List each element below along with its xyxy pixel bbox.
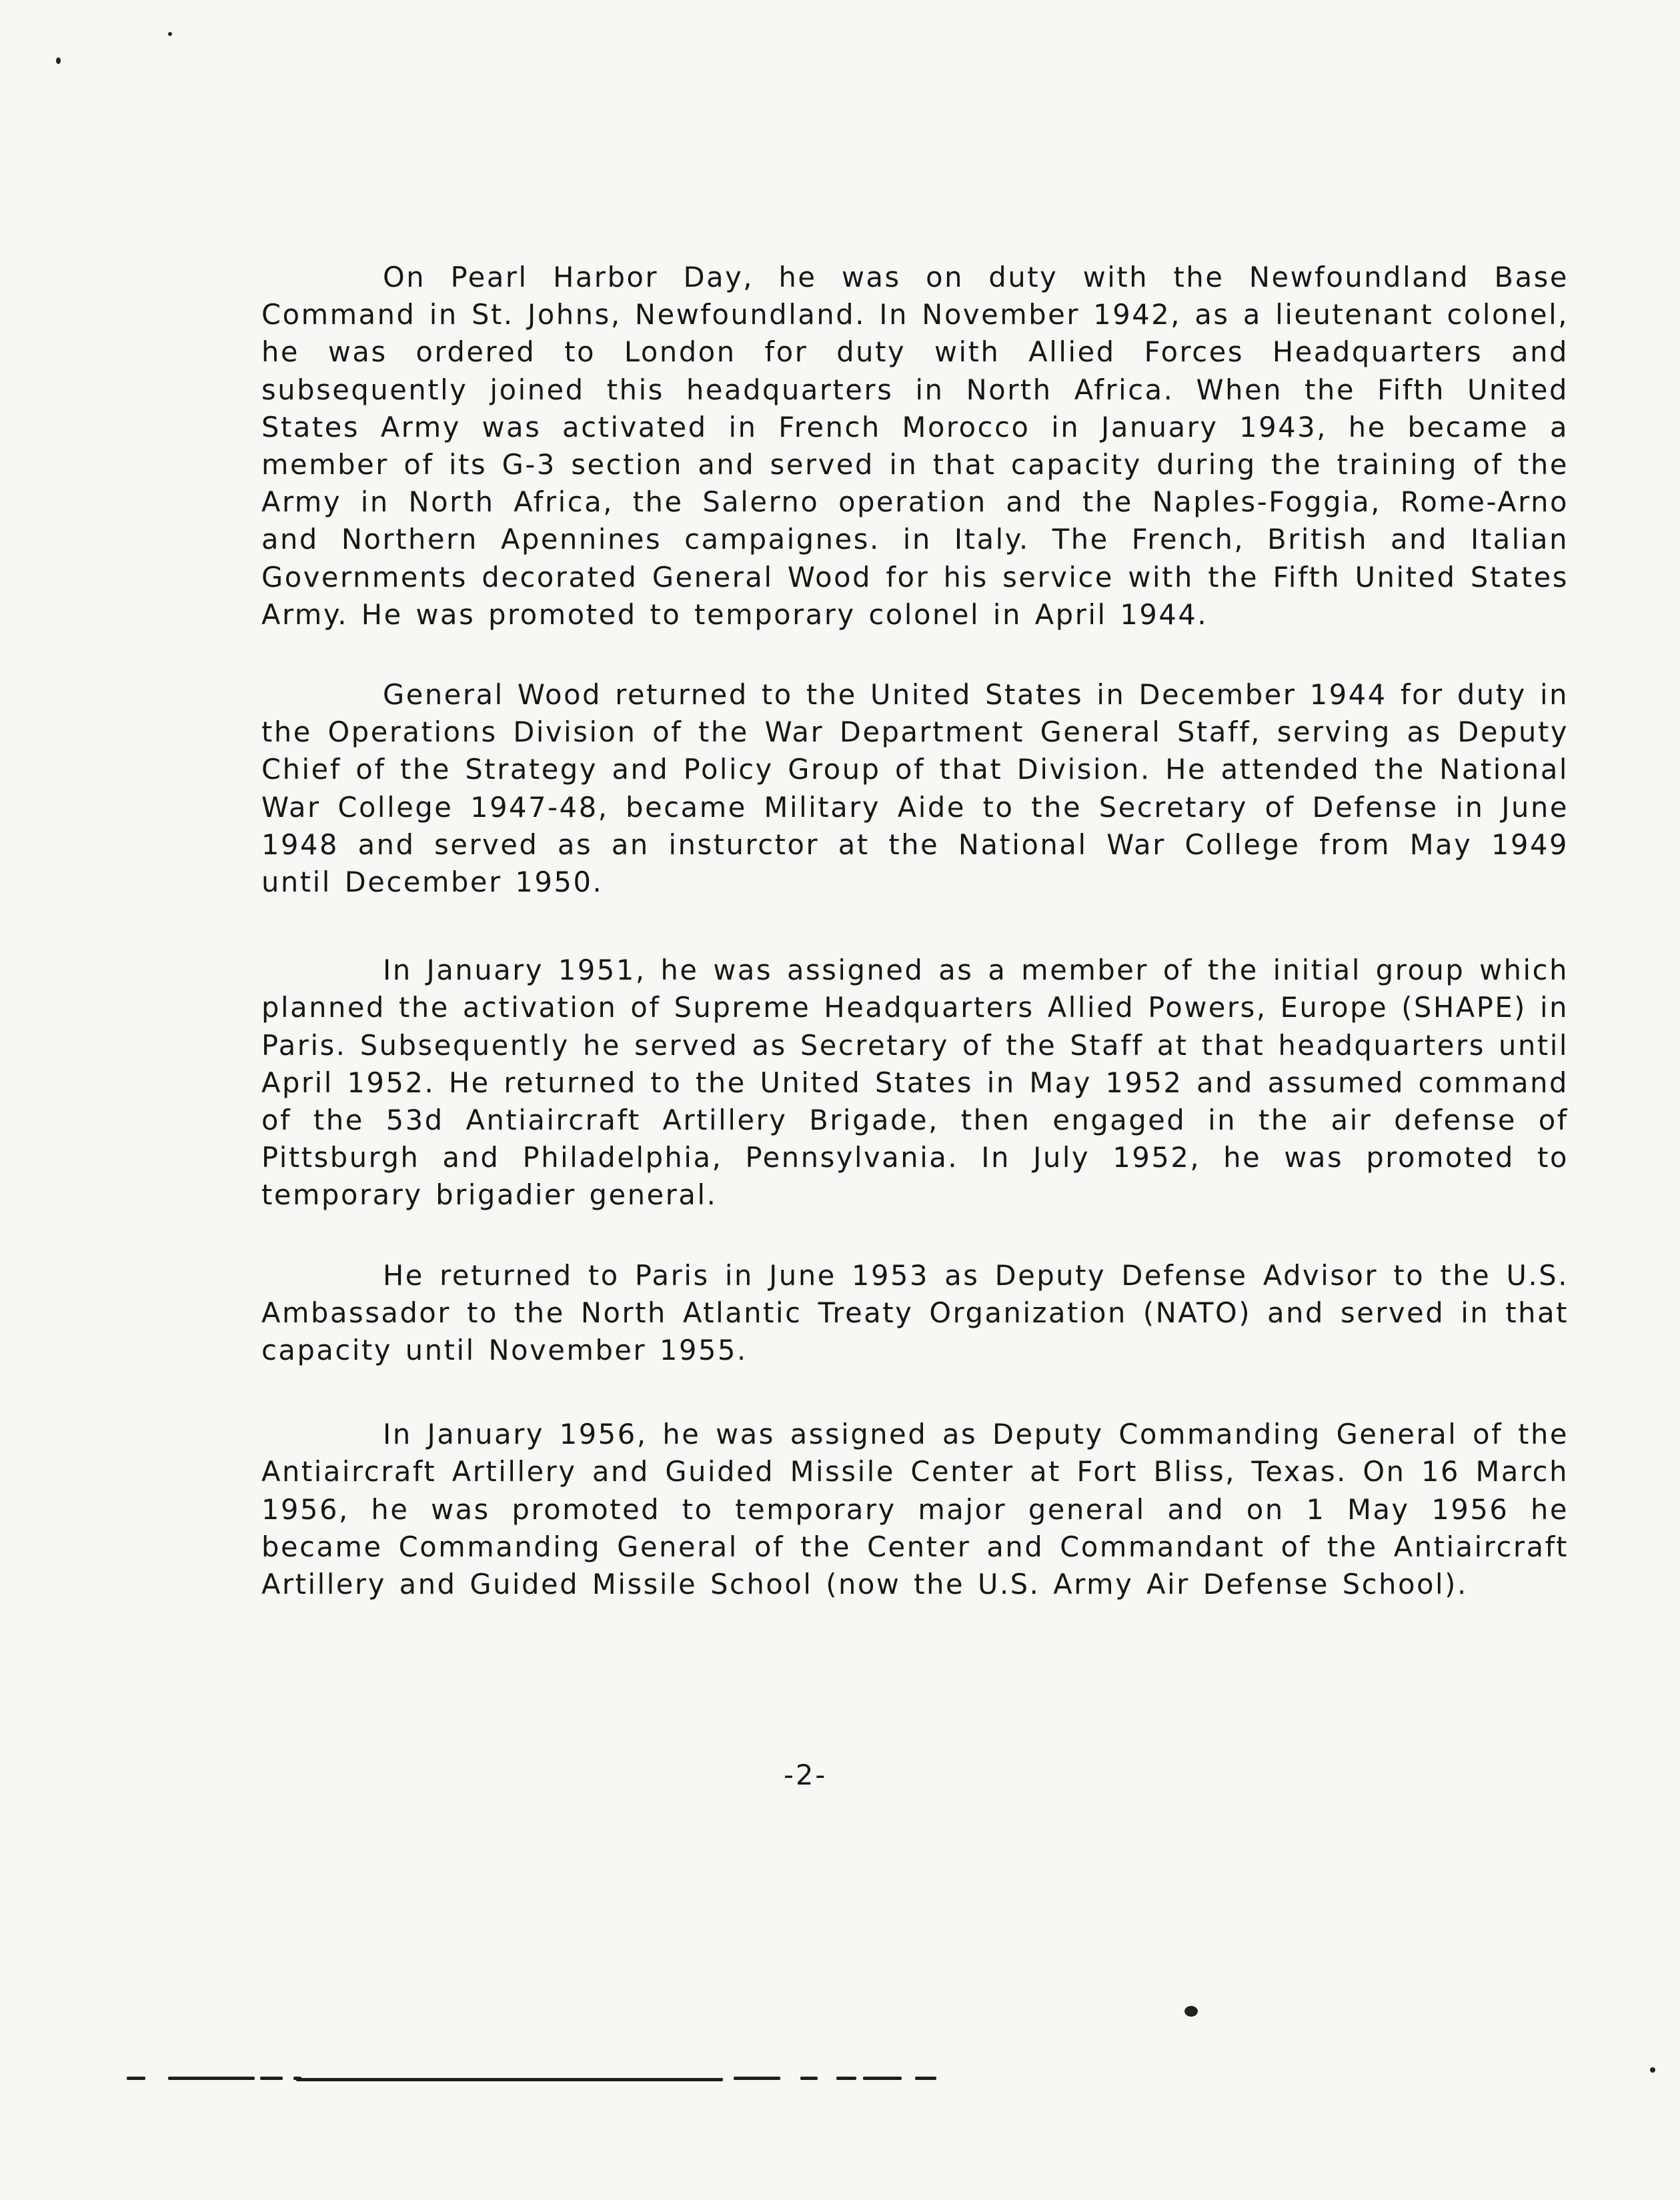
scan-speck-bottom-right xyxy=(1650,2067,1655,2073)
scan-speck-top-left xyxy=(56,57,61,64)
bottom-dashed-rule xyxy=(127,2077,937,2082)
scan-speck-lower-right xyxy=(1184,2006,1198,2017)
paragraph-shape: In January 1951, he was assigned as a member of the initial group which planned the activation of Supreme Headquarters Allied Powers, Europe (SHAPE) in Paris. Subsequently he served as Secretary of the Staff at that headquarters until April 1952. He returned to the United States in May 1952 and assumed command of the 53d Antiaircraft Artillery Brigade, then engaged in the air defense of Pittsburgh and Philadelphia, Pennsylvania. In July 1952, he was promoted to temporary brigadier general. xyxy=(261,954,1569,1212)
paragraph-war-department: General Wood returned to the United States in December 1944 for duty in the Operations Division of the War Department General Staff, serving as Deputy Chief of the Strategy and Policy Group of that Division. He attended the National War College 1947-48, became Military Aide to the Secretary of Defense in June 1948 and served as an insturctor at the National War College from May 1949 until December 1950. xyxy=(261,678,1569,899)
paragraph-nato: He returned to Paris in June 1953 as Deputy Defense Advisor to the U.S. Ambassador to the North Atlantic Treaty Organization (NATO) and served in that capacity until November 1955. xyxy=(261,1258,1569,1367)
document-body xyxy=(261,259,1569,1603)
page-number: -2- xyxy=(784,1759,828,1791)
paragraph-pearl-harbor: On Pearl Harbor Day, he was on duty with the Newfoundland Base Command in St. Johns, Newfoundland. In November 1942, as a lieutenant colonel, he was ordered to London for duty with Allied Forces Headquarters and subsequently joined this headquarters in North Africa. When the Fifth United States Army was activated in French Morocco in January 1943, he became a member of its G-3 section and served in that capacity during the training of the Army in North Africa, the Salerno operation and the Naples-Foggia, Rome-Arno and Northern Apennines campaignes. in Italy. The French, British and Italian Governments decorated General Wood for his service with the Fifth United States Army. He was promoted to temporary colonel in April 1944. xyxy=(261,261,1569,631)
scan-speck-top xyxy=(168,32,172,36)
paragraph-fort-bliss: In January 1956, he was assigned as Deputy Commanding General of the Antiaircraft Artillery and Guided Missile Center at Fort Bliss, Texas. On 16 March 1956, he was promoted to temporary major general and on 1 May 1956 he became Commanding General of the Center and Commandant of the Antiaircraft Artillery and Guided Missile School (now the U.S. Army Air Defense School). xyxy=(261,1418,1569,1601)
